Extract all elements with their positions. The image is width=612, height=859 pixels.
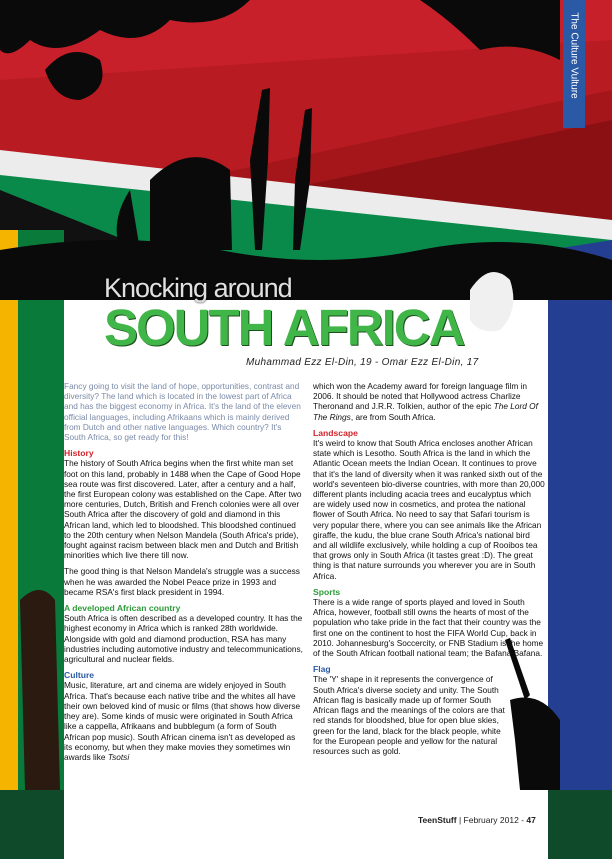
page-number: 47 [526,815,536,825]
section-tab [563,0,585,128]
culture-paragraph [64,680,304,762]
developed-paragraph: South Africa is often described as a developed country. It has the highest economy in Africa which is ranked 28th worldwide. Alongside with gold and diamond production, RSA has many industries including automotive industry and telecommunications, agricultural and nuclear fields. [64,613,303,665]
developed-heading: A developed African country [64,603,181,614]
culture-film-title: Tsotsi [107,751,130,762]
flag-paragraph: The 'Y' shape in it represents the convergence of South Africa's diverse society and unity. The South African flag is basically made up of former South African flags and the meanings of the colors are that red stands for bloodshed, blue for open blue skies, green for the land, black for the black people, white for the European people and yellow for the natural resources such as gold. [313,674,505,756]
magazine-name: TeenStuff [418,815,457,825]
history-heading: History [64,448,94,459]
culture-text-3: , are from South Africa. [350,411,436,422]
landscape-paragraph: It's weird to know that South Africa encloses another African state which is Lesotho. South Africa is the land in which the Atlantic Ocean meets the Indian Ocean. It continues to prove that it's the land of diversity when it was ranked sixth out of the world's seventeen bio-diverse countries, with more than 20,000 different plants including acacia trees and eucalyptus which are widely used now in cosmetics, and protea the national flower of South Africa. No need to say that Safari tourism is very popular there, where you can see animals like the African giraffe, the kudu, the blue crane South Africa's national bird and all wildlife exclusively, while holding a cup of Rooibos tea that grows only in South Africa (it tastes great :D). The great thing is that nature surrounds you wherever you are in South Africa. [313,438,545,581]
intro-paragraph: Fancy going to visit the land of hope, opportunities, contrast and diversity? The land which is located in the lowest part of Africa and has the biggest economy in Africa. It's the land of the eleven official languages, including Afrikaans which is mainly derived from Dutch and other native languages. Which country? It's South Africa, so get ready for this! [64,381,301,443]
culture-heading: Culture [64,670,95,681]
flag-heading: Flag [313,664,331,675]
footer-separator: | [458,815,462,825]
culture-book-title: The Lord Of The Rings [313,401,538,422]
culture-text-2: which won the Academy award for foreign language film in 2006. It should be noted that Hollywood actress Charlize Theronand and J.R.R. Tolkien, author of the epic [313,381,527,412]
article-column-1 [64,381,304,768]
title-line-1: Knocking around [104,273,292,303]
history-paragraph-1: The history of South Africa begins when the first white man set foot on this land, probably in 1488 when the Cape of Good Hope sea route was first discovered. Later, after a century and a half, the first European colony was established on the Cape. After two more centuries, Dutch, British and French colonies were all over South Africa after the discovery of gold and diamond in this African land, which led to bloodshed. This bloodshed continued to the 20th century when Nelson Mandela (South Africa's pride), fought against racism between black men and Dutch and British minorities which live there till now. [64,458,302,561]
culture-continued [313,381,545,422]
title-line-2: SOUTH AFRICA [104,299,464,356]
issue-date: February 2012 [463,815,519,825]
history-paragraph-2: The good thing is that Nelson Mandela's struggle was a success when he was awarded the Nobel Peace prize in 1993 and became RSA's first black president in 1994. [64,566,300,597]
page-footer [418,815,536,825]
landscape-heading: Landscape [313,427,358,438]
culture-text-1: Music, literature, art and cinema are widely enjoyed in South Africa. That's because each native tribe and the whites all have their own beloved kind of music or films (that shows how diverse they are). Some kinds of music were originated in South Africa like a cappella, Afrikaans and bubblegum (a form of South African pop music). South African cinema isn't as developed as its economy, but when they make movies they sometimes win awards like [64,680,301,762]
sports-paragraph: There is a wide range of sports played and loved in South Africa, however, football still owns the hearts of most of the population who take pride in the fact that their country was the first one on the continent to host the FIFA World Cup, back in 2010. Johannesburg's Soccercity, or FNB Stadium is the home of the South African football national team; the Bafana Bafana. [313,597,544,659]
footer-dash: - [521,815,525,825]
article-column-2 [313,381,545,762]
section-tab-label: The Culture Vulture [568,12,580,99]
sports-heading: Sports [313,586,341,597]
byline: Muhammad Ezz El-Din, 19 - Omar Ezz El-Din, 17 [246,357,479,368]
